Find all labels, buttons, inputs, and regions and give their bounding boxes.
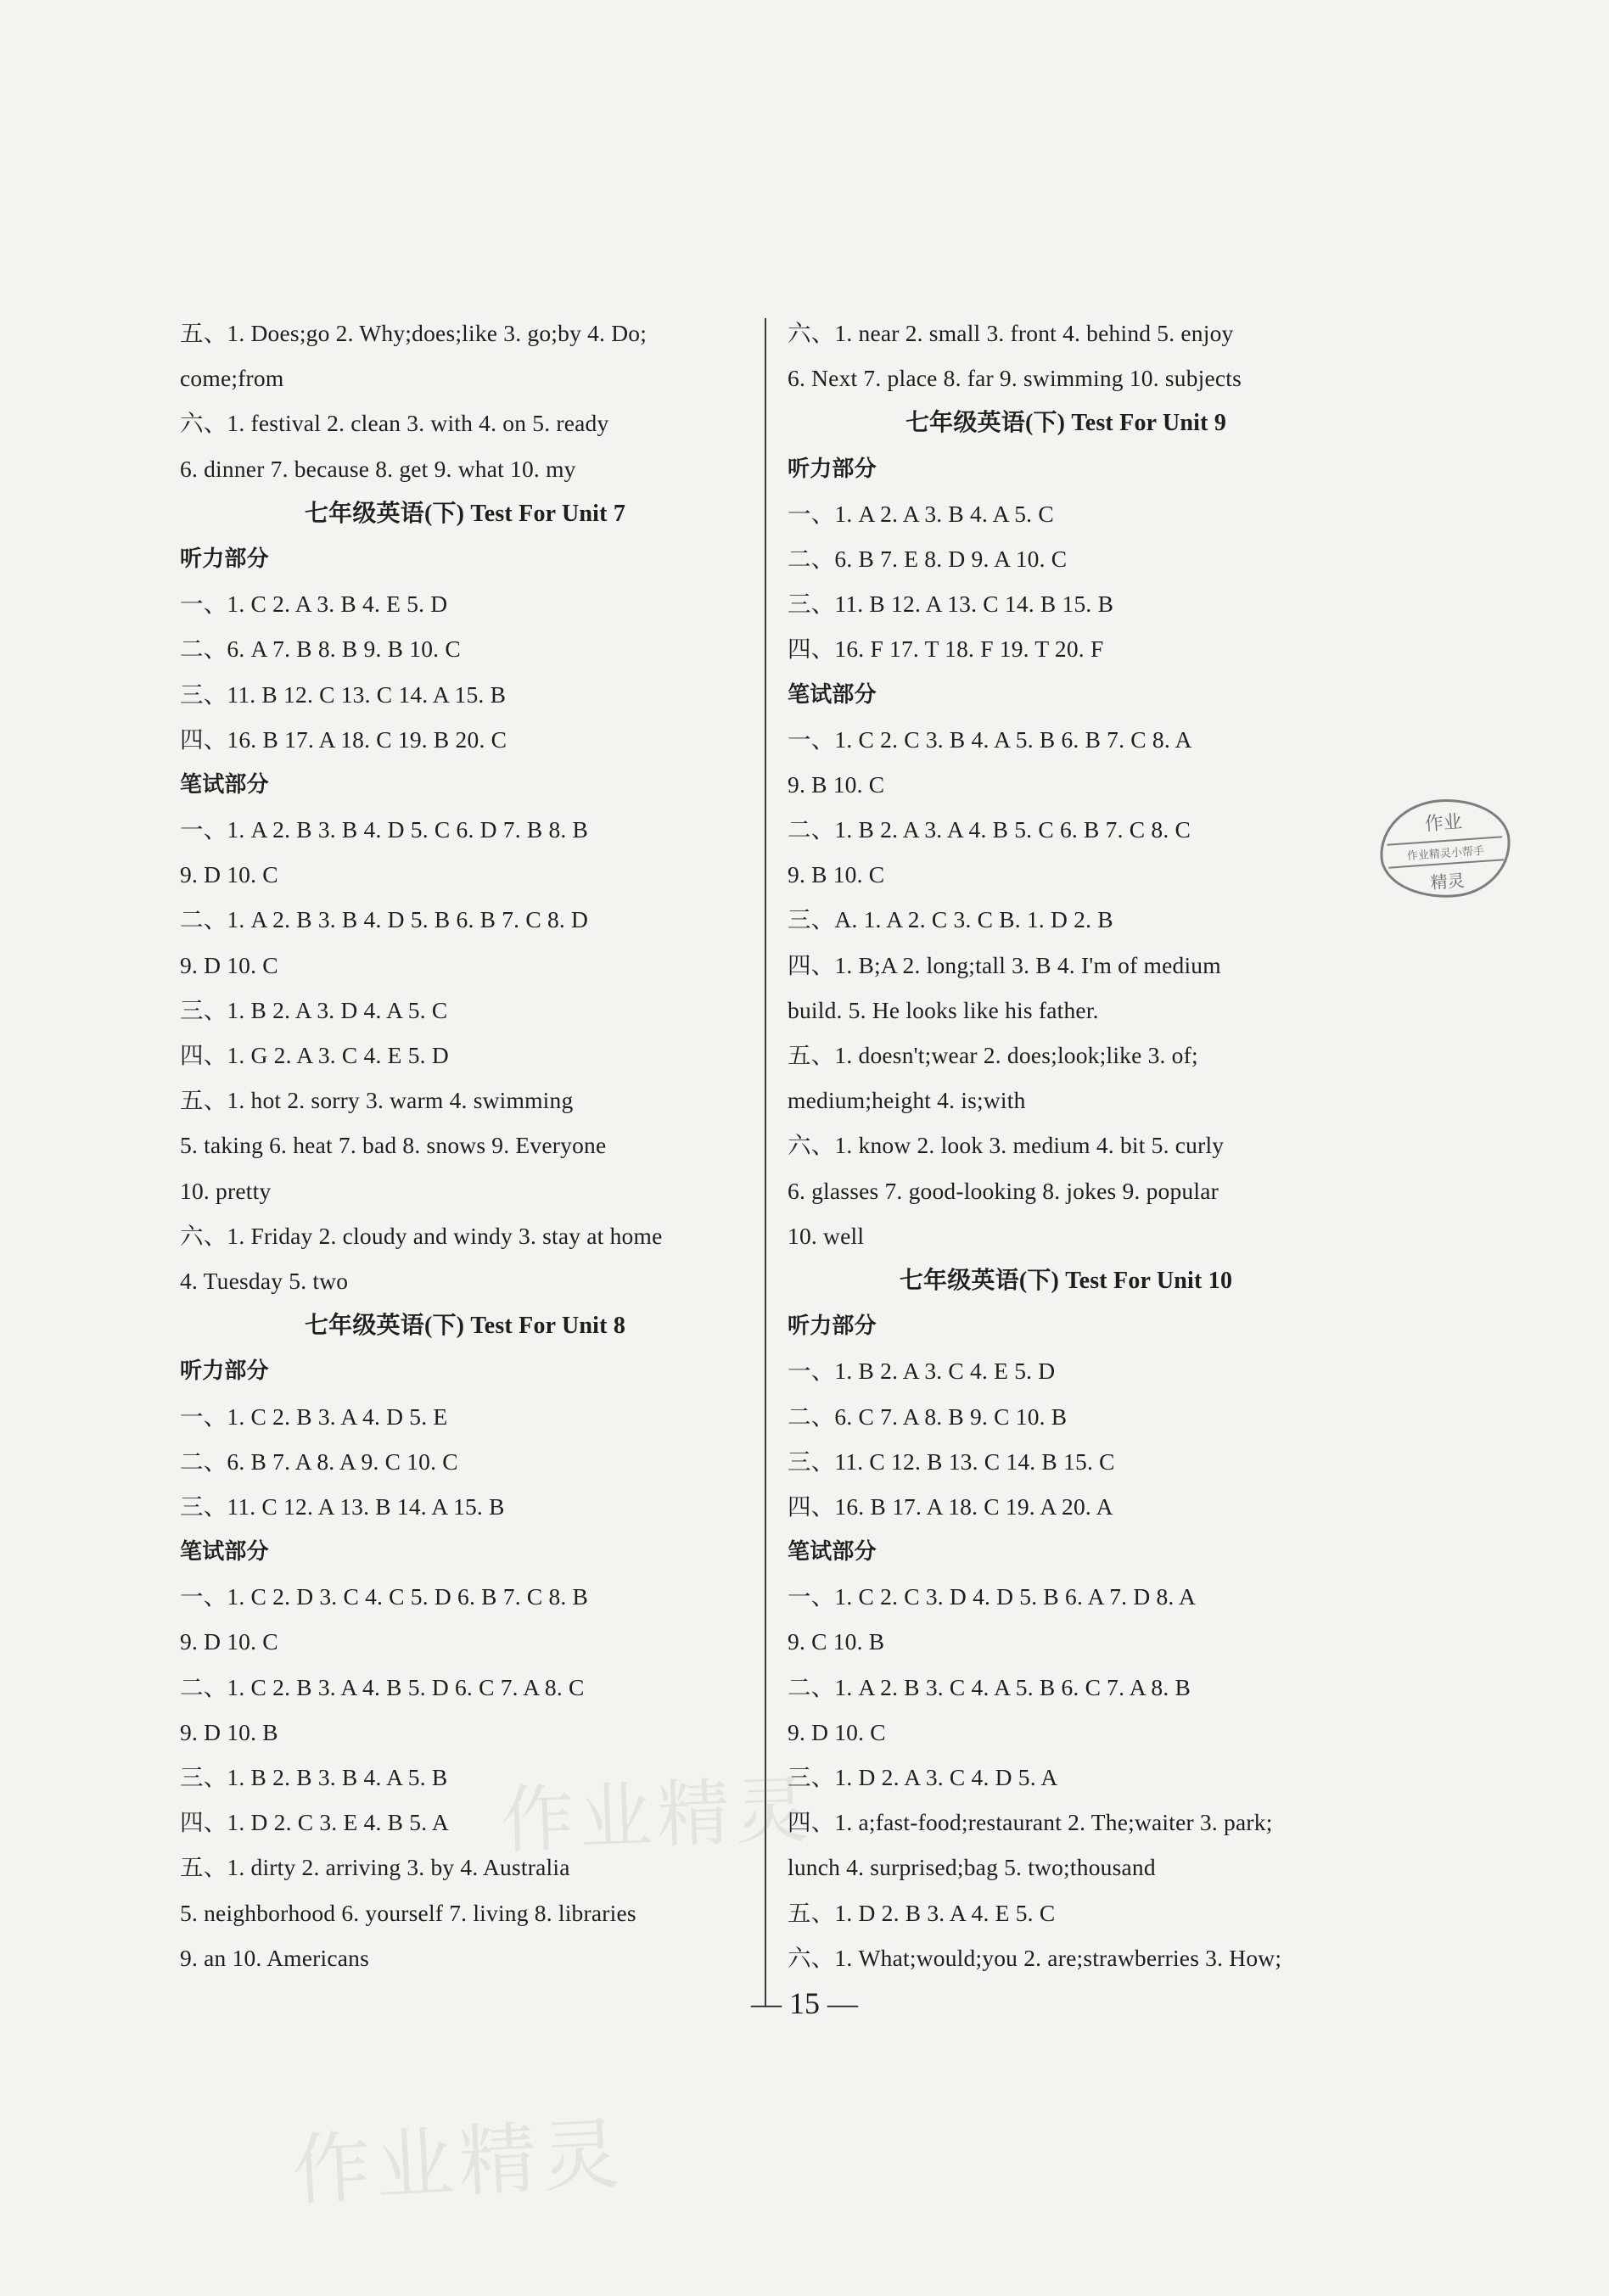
answer-line: medium;height 4. is;with — [788, 1087, 1026, 1114]
page-number: — 15 — — [751, 1986, 858, 2020]
answer-line: lunch 4. surprised;bag 5. two;thousand — [788, 1854, 1156, 1881]
answer-line: 五、1. doesn't;wear 2. does;look;like 3. of; — [788, 1042, 1198, 1068]
answer-line: 一、1. C 2. D 3. C 4. C 5. D 6. B 7. C 8. B — [180, 1583, 589, 1610]
answer-line: 9. D 10. C — [180, 951, 278, 978]
answer-line: 一、1. C 2. B 3. A 4. D 5. E — [180, 1403, 448, 1430]
unit-title: 七年级英语(下) Test For Unit 9 — [905, 410, 1227, 437]
answer-line: 9. C 10. B — [788, 1628, 885, 1655]
answer-line: 二、1. C 2. B 3. A 4. B 5. D 6. C 7. A 8. C — [180, 1673, 585, 1700]
answer-line: 一、1. B 2. A 3. C 4. E 5. D — [788, 1358, 1056, 1385]
left-column — [180, 307, 750, 1977]
answer-line: 三、11. B 12. A 13. C 14. B 15. B — [788, 591, 1114, 618]
answer-line: 10. pretty — [180, 1177, 272, 1204]
answer-line: 9. an 10. Americans — [180, 1944, 369, 1971]
section-heading: 听力部分 — [180, 1358, 269, 1385]
answer-line: 六、1. festival 2. clean 3. with 4. on 5. ready — [180, 410, 609, 437]
answer-line: 9. D 10. B — [180, 1718, 278, 1745]
answer-line: 四、16. B 17. A 18. C 19. B 20. C — [180, 725, 507, 753]
answer-line: 5. taking 6. heat 7. bad 8. snows 9. Everyone — [180, 1132, 607, 1159]
answer-line: 四、1. D 2. C 3. E 4. B 5. A — [180, 1809, 449, 1836]
answer-line: 二、1. A 2. B 3. C 4. A 5. B 6. C 7. A 8. B — [788, 1673, 1191, 1700]
answer-line: 二、1. B 2. A 3. A 4. B 5. C 6. B 7. C 8. C — [788, 816, 1191, 843]
answer-line: 三、A. 1. A 2. C 3. C B. 1. D 2. B — [788, 906, 1113, 933]
right-column — [788, 307, 1344, 1977]
answer-line: 六、1. What;would;you 2. are;strawberries 3. How; — [788, 1944, 1282, 1971]
section-heading: 笔试部分 — [180, 771, 269, 798]
answer-line: 一、1. A 2. A 3. B 4. A 5. C — [788, 500, 1054, 527]
answer-line: 二、6. A 7. B 8. B 9. B 10. C — [180, 636, 461, 663]
answer-line: 四、16. B 17. A 18. C 19. A 20. A — [788, 1492, 1113, 1520]
answer-line: 一、1. A 2. B 3. B 4. D 5. C 6. D 7. B 8. B — [180, 816, 589, 843]
answer-line: 6. glasses 7. good-looking 8. jokes 9. popular — [788, 1177, 1219, 1204]
stamp-bottom-text: 精灵 — [1429, 870, 1466, 893]
answer-line: 一、1. C 2. C 3. D 4. D 5. B 6. A 7. D 8. A — [788, 1583, 1197, 1610]
answer-line: 五、1. dirty 2. arriving 3. by 4. Australia — [180, 1854, 570, 1881]
section-heading: 笔试部分 — [180, 1539, 269, 1565]
answer-line: 五、1. Does;go 2. Why;does;like 3. go;by 4. Do; — [180, 320, 648, 346]
answer-line: 10. well — [788, 1222, 865, 1249]
section-heading: 听力部分 — [180, 546, 269, 572]
answer-line: 二、6. B 7. A 8. A 9. C 10. C — [180, 1448, 458, 1475]
answer-line: 9. D 10. C — [180, 1628, 278, 1655]
answer-line: 一、1. C 2. C 3. B 4. A 5. B 6. B 7. C 8. A — [788, 725, 1192, 753]
answer-line: 三、11. B 12. C 13. C 14. A 15. B — [180, 680, 507, 708]
unit-title: 七年级英语(下) Test For Unit 10 — [899, 1267, 1233, 1294]
watermark: 作业精灵 — [289, 2108, 627, 2217]
answer-line: 三、1. B 2. A 3. D 4. A 5. C — [180, 996, 448, 1023]
answer-line: 9. D 10. C — [788, 1718, 886, 1745]
answer-line: 9. B 10. C — [788, 770, 885, 798]
section-heading: 笔试部分 — [788, 681, 877, 708]
watermark: 作业精灵 — [499, 1767, 815, 1864]
answer-line: 二、6. C 7. A 8. B 9. C 10. B — [788, 1403, 1068, 1430]
stamp-middle-text: 作业精灵小帮手 — [1387, 836, 1504, 868]
answer-line: 二、6. B 7. E 8. D 9. A 10. C — [788, 545, 1068, 572]
answer-line: 4. Tuesday 5. two — [180, 1267, 349, 1294]
answer-line: 5. neighborhood 6. yourself 7. living 8. libraries — [180, 1899, 636, 1926]
answer-line: 一、1. C 2. A 3. B 4. E 5. D — [180, 591, 448, 618]
answer-line: 四、1. G 2. A 3. C 4. E 5. D — [180, 1042, 449, 1068]
answer-line: 六、1. know 2. look 3. medium 4. bit 5. curly — [788, 1132, 1225, 1159]
section-heading: 听力部分 — [788, 1313, 877, 1340]
answer-line: 9. B 10. C — [788, 861, 885, 888]
homework-stamp-logo — [1376, 795, 1514, 902]
answer-line: 9. D 10. C — [180, 861, 278, 888]
answer-line: 6. Next 7. place 8. far 9. swimming 10. subjects — [788, 365, 1242, 392]
section-heading: 笔试部分 — [788, 1539, 877, 1565]
answer-line: 二、1. A 2. B 3. B 4. D 5. B 6. B 7. C 8. D — [180, 906, 589, 933]
answer-line: 6. dinner 7. because 8. get 9. what 10. my — [180, 455, 576, 482]
answer-line: 三、1. B 2. B 3. B 4. A 5. B — [180, 1764, 448, 1790]
answer-line: come;from — [180, 365, 284, 392]
answer-line: build. 5. He looks like his father. — [788, 996, 1099, 1023]
answer-line: 四、1. a;fast-food;restaurant 2. The;waiter 3. park; — [788, 1809, 1273, 1836]
unit-title: 七年级英语(下) Test For Unit 8 — [304, 1313, 626, 1340]
unit-title: 七年级英语(下) Test For Unit 7 — [304, 500, 626, 527]
section-heading: 听力部分 — [788, 456, 877, 482]
stamp-top-text: 作业 — [1424, 811, 1463, 836]
answer-line: 三、1. D 2. A 3. C 4. D 5. A — [788, 1764, 1058, 1790]
answer-line: 五、1. hot 2. sorry 3. warm 4. swimming — [180, 1087, 574, 1114]
answer-line: 六、1. Friday 2. cloudy and windy 3. stay at home — [180, 1222, 663, 1249]
answer-line: 三、11. C 12. A 13. B 14. A 15. B — [180, 1492, 505, 1520]
answer-line: 四、1. B;A 2. long;tall 3. B 4. I'm of medium — [788, 951, 1221, 978]
answer-line: 三、11. C 12. B 13. C 14. B 15. C — [788, 1448, 1115, 1475]
answer-line: 四、16. F 17. T 18. F 19. T 20. F — [788, 636, 1104, 663]
answer-line: 六、1. near 2. small 3. front 4. behind 5. enjoy — [788, 320, 1234, 346]
answer-line: 五、1. D 2. B 3. A 4. E 5. C — [788, 1899, 1056, 1926]
